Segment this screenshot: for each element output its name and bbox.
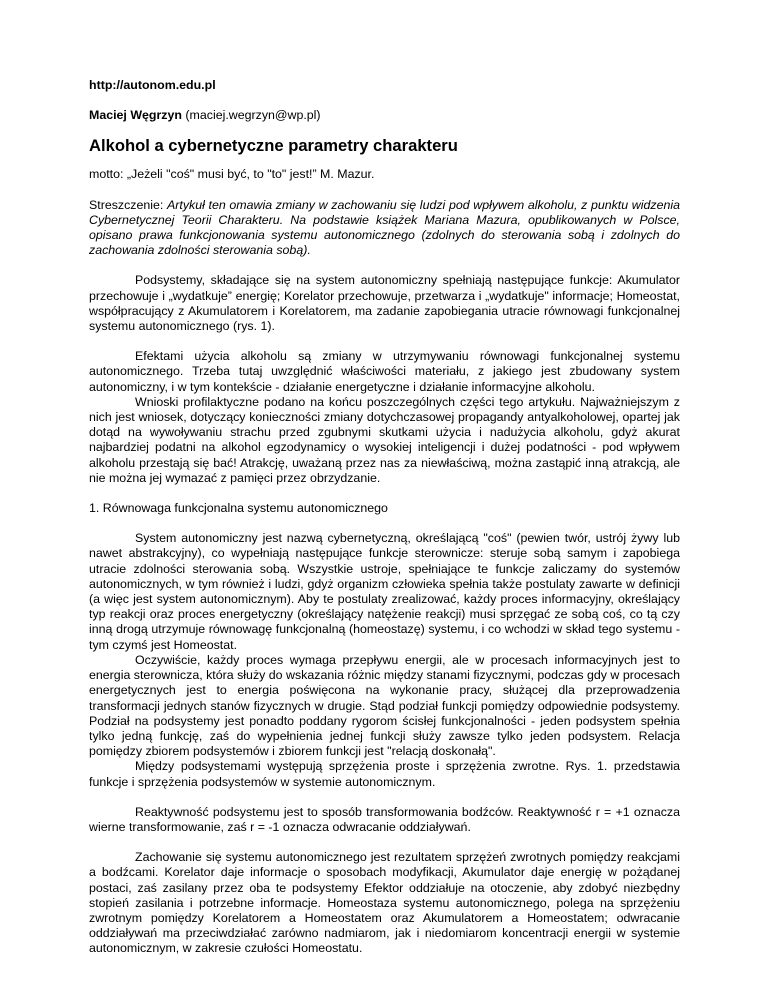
document-page [89,78,680,957]
author-name: Maciej Węgrzyn [89,108,182,123]
abstract-label: Streszczenie: [89,197,168,212]
source-url[interactable]: http://autonom.edu.pl [89,78,216,92]
abstract-text: Artykuł ten omawia zmiany w zachowaniu się ludzi pod wpływem alkoholu, z punktu widzenia Cybernetycznej Teorii Charakteru. Na podstawie książek Mariana Mazura, opublikowanych w Polsce, opisano prawa funkcjonowania systemu autonomicznego (zdolnych do sterowania sobą i zdolnych do zachowania zdolności sterowania sobą). [89,197,680,258]
paragraph-effects: Efektami użycia alkoholu są zmiany w utrzymywaniu równowagi funkcjonalnej systemu autonomicznego. Trzeba tutaj uwzględnić właściwości materiału, z jakiego jest zbudowany system autonomiczny, i w tym kontekście - działanie energetyczne i działanie informacyjne alkoholu. [89,349,680,394]
paragraph-reactivity: Reaktywność podsystemu jest to sposób transformowania bodźców. Reaktywność r = +1 oznacza wierne transformowanie, zaś r = -1 oznacza odwracanie oddziaływań. [89,804,680,834]
paragraph-couplings: Między podsystemami występują sprzężenia proste i sprzężenia zwrotne. Rys. 1. przedstawia funkcje i sprzężenia podsystemów w systemie autonomicznym. [89,759,680,789]
article-title: Alkohol a cybernetyczne parametry charakteru [89,136,458,156]
abstract [89,198,680,259]
paragraph-energy-processes: Oczywiście, każdy proces wymaga przepływu energii, ale w procesach informacyjnych jest to energia sterownicza, która służy do wskazania różnic między stanami fizycznymi, podczas gdy w procesach energetycznych jest to energia poświęcona na wykonanie pracy, służącej dla przeprowadzenia transformacji jednych stanów fizycznych w drugie. Stąd podział funkcji pomiędzy odpowiednie podsystemy. Podział na podsystemy jest ponadto poddany rygorom ścisłej funkcjonalności - jeden podsystem spełnia tylko jedną funkcję, zaś do wypełnienia jednej funkcji służy zawsze tylko jeden podsystem. Relacja pomiędzy zbiorem podsystemów i zbiorem funkcji jest "relacją doskonałą". [89,652,680,759]
paragraph-system-definition: System autonomiczny jest nazwą cybernetyczną, określającą "coś" (pewien twór, ustrój żywy lub nawet abstrakcyjny), co wypełniają następujące funkcje sterownicze: steruje sobą samym i zapobiega utracie zdolności sterowania sobą. Wszystkie ustroje, spełniające te funkcje zaliczamy do systemów autonomicznych, w tym również i ludzi, gdyż organizm człowieka spełnia także postulaty zawarte w definicji (a więc jest system autonomicznym). Aby te postulaty zrealizować, każdy proces informacyjny, określający typ reakcji oraz proces energetyczny (określający natężenie reakcji) musi sprzęgać ze sobą coś, co tą czy inną drogą utrzymuje równowagę funkcjonalną (homeostazę) systemu, i co wchodzi w skład tego systemu - tym czymś jest Homeostat. [89,531,680,652]
paragraph-subsystems: Podsystemy, składające się na system autonomiczny spełniają następujące funkcje: Akumulator przechowuje i „wydatkuje” energię; Korelator przechowuje, przetwarza i „wydatkuje" informacje; Homeostat, współpracujący z Akumulatorem i Korelatorem, ma zadanie zapobiegania utracie równowagi funkcjonalnej systemu autonomicznego (rys. 1). [89,273,680,334]
author-email: (maciej.wegrzyn@wp.pl) [185,108,321,123]
paragraph-conclusions: Wnioski profilaktyczne podano na końcu poszczególnych części tego artykułu. Najważniejszym z nich jest wniosek, dotyczący konieczności zmiany dotychczasowej propagandy antyalkoholowej, opartej jak dotąd na wywoływaniu strachu przed zgubnymi skutkami użycia i nadużycia alkoholu, gdyż akurat najbardziej podatni na alkohol egzodynamicy o wysokiej inteligencji i dużej podatności - pod wpływem alkoholu przestają się bać! Atrakcję, uważaną przez nas za niewłaściwą, można zastąpić inną atrakcją, ale nie można jej wymazać z pamięci przez obrzydzanie. [89,394,680,485]
motto: motto: „Jeżeli "coś" musi być, to "to" jest!” M. Mazur. [89,167,375,182]
author-line [89,108,680,123]
paragraph-behaviour: Zachowanie się systemu autonomicznego jest rezultatem sprzężeń zwrotnych pomiędzy reakcjami a bodźcami. Korelator daje informacje o sposobach modyfikacji, Akumulator daje energię w pożądanej postaci, zaś zasilany przez oba te podsystemy Efektor oddziałuje na otoczenie, aby zdobyć niezbędny stopień zasilania i potrzebne informacje. Homeostaza systemu autonomicznego, polega na sprzężeniu zwrotnym pomiędzy Korelatorem a Homeostatem oraz Akumulatorem a Homeostatem; odwracanie oddziaływań ma przeciwdziałać zarówno nadmiarom, jak i niedomiarom koncentracji energii w systemie autonomicznym, w zakresie czułości Homeostatu. [89,850,680,956]
section-heading: 1. Równowaga funkcjonalna systemu autonomicznego [89,501,388,516]
